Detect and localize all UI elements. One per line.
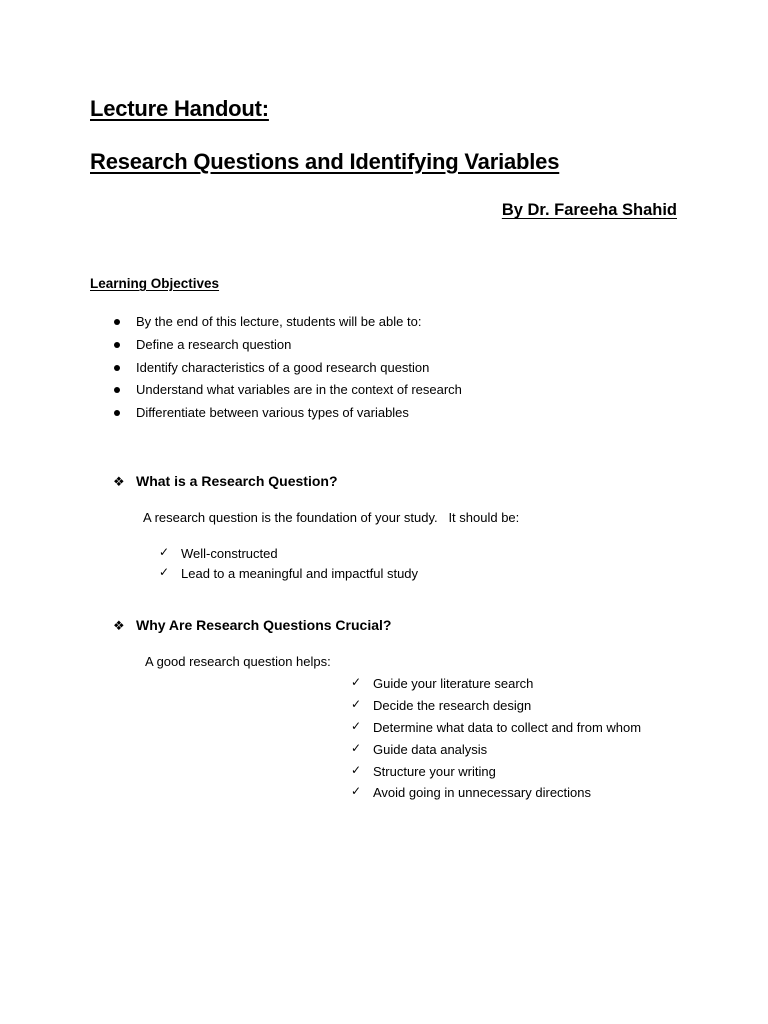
list-item-text: Avoid going in unnecessary directions — [373, 785, 592, 801]
document-title-line-1: Lecture Handout: — [90, 96, 269, 121]
list-item-text: Identify characteristics of a good research question — [136, 359, 430, 375]
four-diamond-icon: ❖ — [113, 619, 125, 634]
list-item — [112, 335, 462, 358]
list-item-text: Well-constructed — [181, 546, 278, 561]
learning-objectives-list — [112, 312, 462, 426]
list-item — [351, 783, 641, 805]
why-research-questions-crucial-heading — [113, 617, 391, 634]
list-item-text: Structure your writing — [373, 763, 496, 779]
list-item — [351, 762, 641, 784]
bullet-icon — [114, 365, 120, 371]
check-mark-icon: ✓ — [351, 762, 362, 777]
list-item — [112, 380, 462, 403]
learning-objectives-heading: Learning Objectives — [90, 276, 220, 291]
list-item — [351, 718, 641, 740]
why-intro-paragraph: A good research question helps: — [145, 654, 331, 669]
check-mark-icon: ✓ — [351, 675, 362, 689]
bullet-icon — [114, 319, 120, 325]
check-mark-icon: ✓ — [351, 718, 362, 733]
list-item — [351, 740, 641, 762]
bullet-icon — [114, 342, 120, 348]
four-diamond-icon: ❖ — [113, 475, 125, 490]
list-item-text: Define a research question — [136, 336, 292, 352]
list-item-text: Decide the research design — [373, 697, 532, 713]
heading-text: Why Are Research Questions Crucial? — [136, 617, 392, 633]
list-item-text: Lead to a meaningful and impactful study — [181, 565, 419, 581]
check-mark-icon: ✓ — [159, 545, 170, 559]
list-item — [351, 696, 641, 718]
list-item-text: Guide data analysis — [373, 741, 488, 757]
list-item — [112, 312, 462, 335]
check-mark-icon: ✓ — [351, 784, 362, 799]
list-item — [351, 674, 641, 696]
list-item — [112, 358, 462, 381]
list-item — [159, 544, 418, 564]
document-title-line-2: Research Questions and Identifying Variables — [90, 149, 560, 174]
bullet-icon — [114, 410, 120, 416]
list-item-text: Guide your literature search — [373, 676, 534, 691]
check-mark-icon: ✓ — [159, 564, 170, 579]
list-item-text: Differentiate between various types of variables — [136, 405, 409, 420]
list-item-text: Determine what data to collect and from whom — [373, 719, 642, 735]
why-checklist — [351, 674, 641, 805]
list-item — [159, 564, 418, 584]
heading-text: What is a Research Question? — [136, 473, 338, 489]
what-checklist — [159, 544, 418, 583]
list-item-text: By the end of this lecture, students will be able to: — [136, 314, 422, 329]
check-mark-icon: ✓ — [351, 696, 362, 711]
check-mark-icon: ✓ — [351, 740, 362, 755]
what-is-research-question-heading — [113, 473, 338, 490]
list-item-text: Understand what variables are in the context of research — [136, 382, 462, 398]
bullet-icon — [114, 387, 120, 393]
author-byline: By Dr. Fareeha Shahid — [501, 201, 677, 219]
list-item — [112, 403, 462, 426]
what-intro-paragraph: A research question is the foundation of your study. It should be: — [143, 510, 520, 525]
